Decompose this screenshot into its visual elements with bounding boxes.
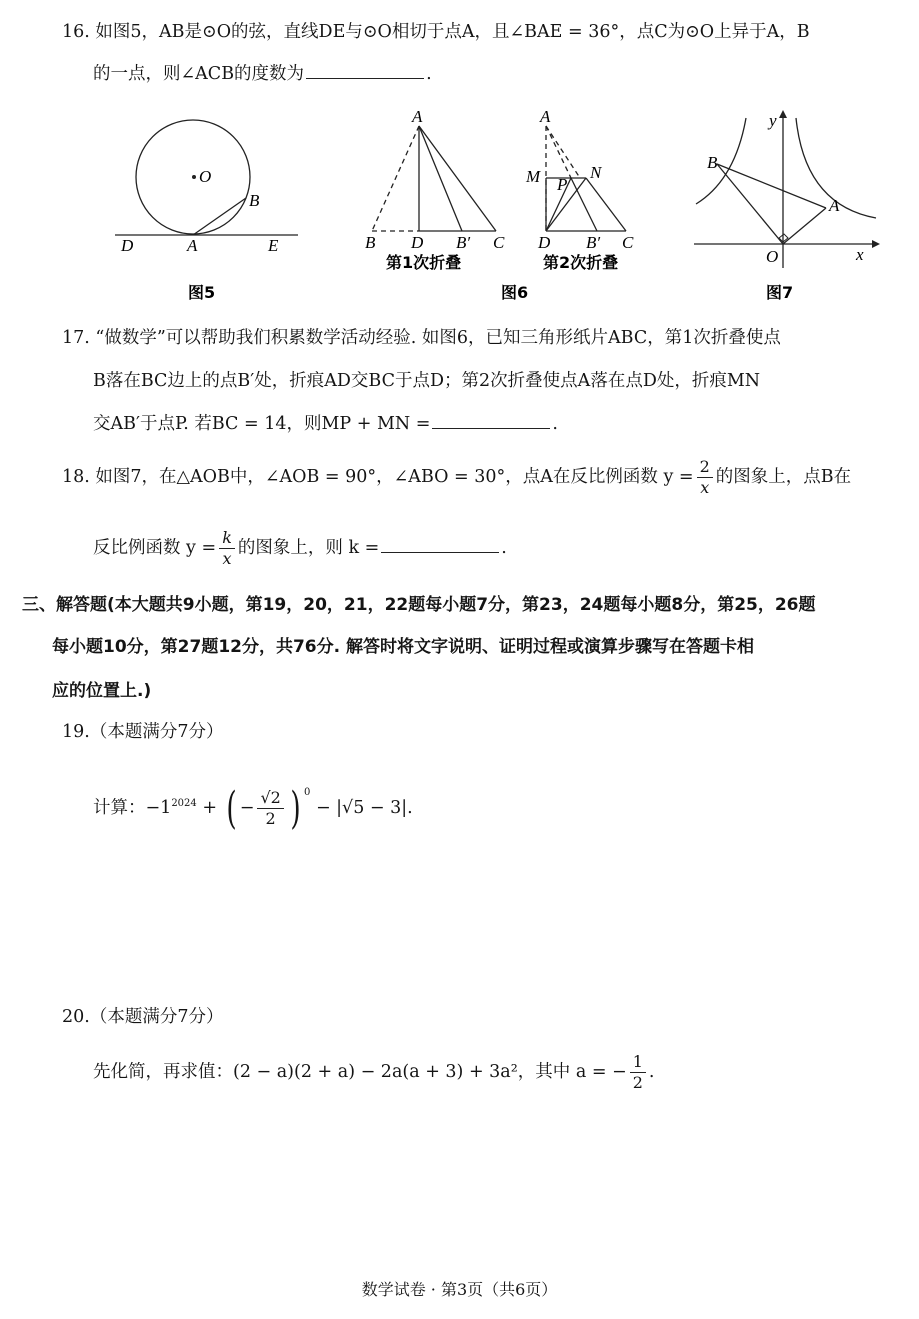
answer-blank-17[interactable] [432,412,550,429]
q20-text: 先化简，再求值：(2 − a)(2 + a) − 2a(a + 3) + 3a²，其中 a = − [93,1062,627,1082]
fig5-center-dot [192,175,196,179]
q18-line2-text: 反比例函数 y = [93,538,217,558]
fig5-label-O: O [199,167,212,186]
q17-line3 [93,412,558,436]
q16-line2-text: 的一点，则∠ACB的度数为 [93,64,305,84]
fig6-1-label-C: C [493,233,505,252]
q17-line2: B落在BC边上的点B′处，折痕AD交BC于点D；第2次折叠使点A落在点D处，折痕MN [93,371,761,391]
fig6-2-label-N: N [590,163,602,182]
section3-line1: 三、解答题(本大题共9小题，第19，20，21，22题每小题7分，第23，24题每小题8分，第25，26题 [22,595,816,615]
frac-denominator: 2 [632,1073,643,1092]
q19-header: 19.（本题满分7分） [62,722,224,742]
q20-expression [93,1049,654,1095]
fig6-sub1: 第1次折叠 [386,253,462,272]
q19-tail: − |√5 − 3|. [315,798,413,818]
q18-line1-text: 18. 如图7，在△AOB中，∠AOB = 90°，∠ABO = 30°，点A在反比例函数 y = [62,467,694,487]
figures-row [0,100,919,310]
q18-line1-end: 的图象上，点B在 [715,467,852,487]
frac-numerator: k [219,528,235,549]
left-paren: ( [226,782,237,834]
answer-blank-16[interactable] [306,62,424,79]
q16-line2 [93,62,432,86]
fig5-caption: 图5 [188,283,216,302]
fig7-label-x: x [856,245,864,264]
section3-line3: 应的位置上.) [52,681,152,701]
q18-line1 [62,454,851,500]
fig6-1-label-B-prime: B′ [456,233,471,252]
q17-line1: 17. “做数学”可以帮助我们积累数学活动经验. 如图6，已知三角形纸片ABC，第1次折叠使点 [62,328,781,348]
q16-line1: 16. 如图5，AB是⊙O的弦，直线DE与⊙O相切于点A，且∠BAE = 36°，点C为⊙O上异于A，B [62,22,810,42]
fig7-curve-left [696,118,746,204]
fig6-2-label-C: C [622,233,634,252]
q17-line3-text: 交AB′于点P. 若BC = 14，则MP + MN = [93,414,431,434]
fig6-1-label-B: B [365,233,376,252]
q20-header: 20.（本题满分7分） [62,1007,224,1027]
q17-line3-end: . [552,414,558,434]
fig7-label-A: A [829,196,840,215]
frac-denominator: 2 [265,809,276,828]
q20-fraction [630,1052,646,1093]
fig5-label-B: B [249,191,260,210]
q18-line2-end: . [501,538,507,558]
q19-expression [93,770,413,834]
right-paren: ) [290,782,301,834]
fig6-caption: 图6 [501,283,529,302]
answer-blank-18[interactable] [381,536,499,553]
q19-plus: + [202,798,218,818]
frac-numerator: 1 [630,1052,646,1073]
fig5-label-A: A [187,236,198,255]
frac-denominator: x [700,478,710,497]
q19-neg: − [239,798,255,818]
q18-fraction-2-over-x [697,457,713,498]
frac-numerator: 2 [697,457,713,478]
fig6-1-label-D: D [411,233,424,252]
fig7-label-O: O [766,247,779,266]
fig7-label-y: y [769,111,777,130]
q19-fraction [257,788,283,829]
fig6-2-label-P: P [557,175,568,194]
fig6-2-label-A: A [540,107,551,126]
fig5-chord-ab [193,198,246,235]
page-footer: 数学试卷 · 第3页（共6页） [361,1280,558,1299]
q19-prefix: 计算：−1 [93,798,172,818]
q20-end: . [648,1062,655,1082]
q19-exponent: 2024 [171,798,197,810]
figure-6-fold1 [372,126,496,231]
q18-line2-mid: 的图象上，则 k = [237,538,380,558]
fig5-label-D: D [121,236,134,255]
q16-line2-end: . [426,64,432,84]
q19-zero-exponent: 0 [303,787,311,798]
fig6-2-label-B-prime: B′ [586,233,601,252]
fig6-2-label-D: D [538,233,551,252]
fig5-label-E: E [268,236,279,255]
fig7-label-B: B [707,153,718,172]
fig6-1-label-A: A [412,107,423,126]
fig6-sub2: 第2次折叠 [543,253,619,272]
q18-fraction-k-over-x [219,528,235,569]
frac-numerator: √2 [257,788,283,809]
figure-7 [694,118,876,268]
fig6-2-label-M: M [526,167,541,186]
q18-line2 [93,525,507,571]
section3-line2: 每小题10分，第27题12分，共76分. 解答时将文字说明、证明过程或演算步骤写在答题卡相 [52,637,755,657]
frac-denominator: x [222,549,232,568]
fig7-caption: 图7 [766,283,794,302]
